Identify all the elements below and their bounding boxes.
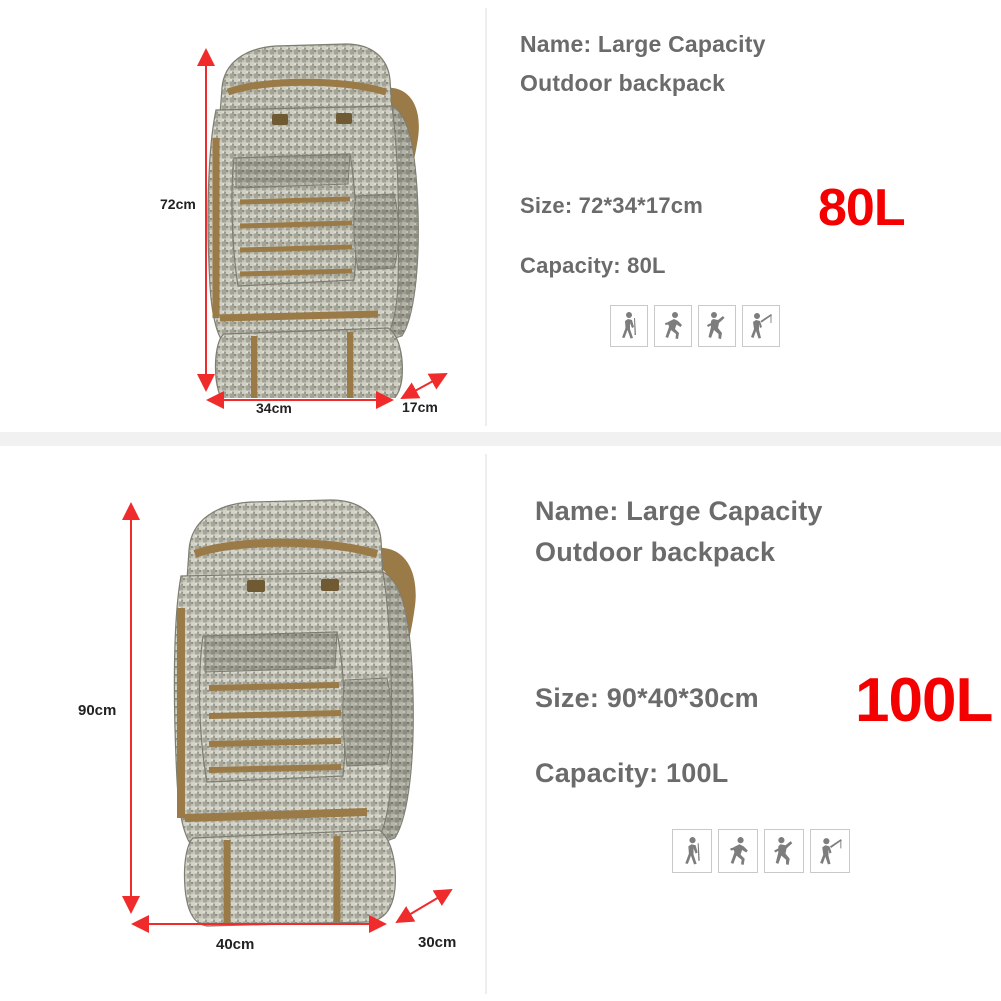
activity-icons-100l: [672, 829, 850, 873]
dimension-arrows-100l: [115, 466, 515, 956]
dimension-height-100l: 90cm: [78, 702, 117, 719]
capacity-badge-80l: 80L: [818, 179, 905, 237]
dimension-arrows-80l: [150, 18, 500, 418]
product-capacity-100l: Capacity: 100L: [535, 758, 729, 788]
dimension-height-80l: 72cm: [160, 196, 196, 212]
dimension-depth-80l: 17cm: [402, 399, 438, 415]
climbing-icon: [698, 305, 736, 347]
panel-divider-vertical-bottom: [485, 454, 487, 994]
hiking-icon: [672, 829, 712, 873]
product-name-80l-line2: Outdoor backpack: [520, 70, 726, 96]
product-capacity-80l: Capacity: 80L: [520, 253, 666, 278]
product-panel-100l: [0, 446, 1001, 1001]
fishing-icon: [742, 305, 780, 347]
product-size-80l: Size: 72*34*17cm: [520, 193, 703, 218]
product-panel-80l: [0, 0, 1001, 432]
product-name-80l-line1: Name: Large Capacity: [520, 31, 766, 57]
running-icon: [718, 829, 758, 873]
activity-icons-80l: [610, 305, 780, 347]
product-size-100l: Size: 90*40*30cm: [535, 683, 759, 713]
capacity-badge-100l: 100L: [855, 666, 993, 735]
hiking-icon: [610, 305, 648, 347]
product-name-100l-line1: Name: Large Capacity: [535, 496, 823, 526]
fishing-icon: [810, 829, 850, 873]
climbing-icon: [764, 829, 804, 873]
panel-divider-vertical-top: [485, 8, 487, 426]
dimension-depth-100l: 30cm: [418, 934, 457, 951]
running-icon: [654, 305, 692, 347]
product-name-100l-line2: Outdoor backpack: [535, 537, 776, 567]
dimension-width-100l: 40cm: [216, 936, 255, 953]
panel-divider-horizontal: [0, 432, 1001, 446]
dimension-width-80l: 34cm: [256, 400, 292, 416]
